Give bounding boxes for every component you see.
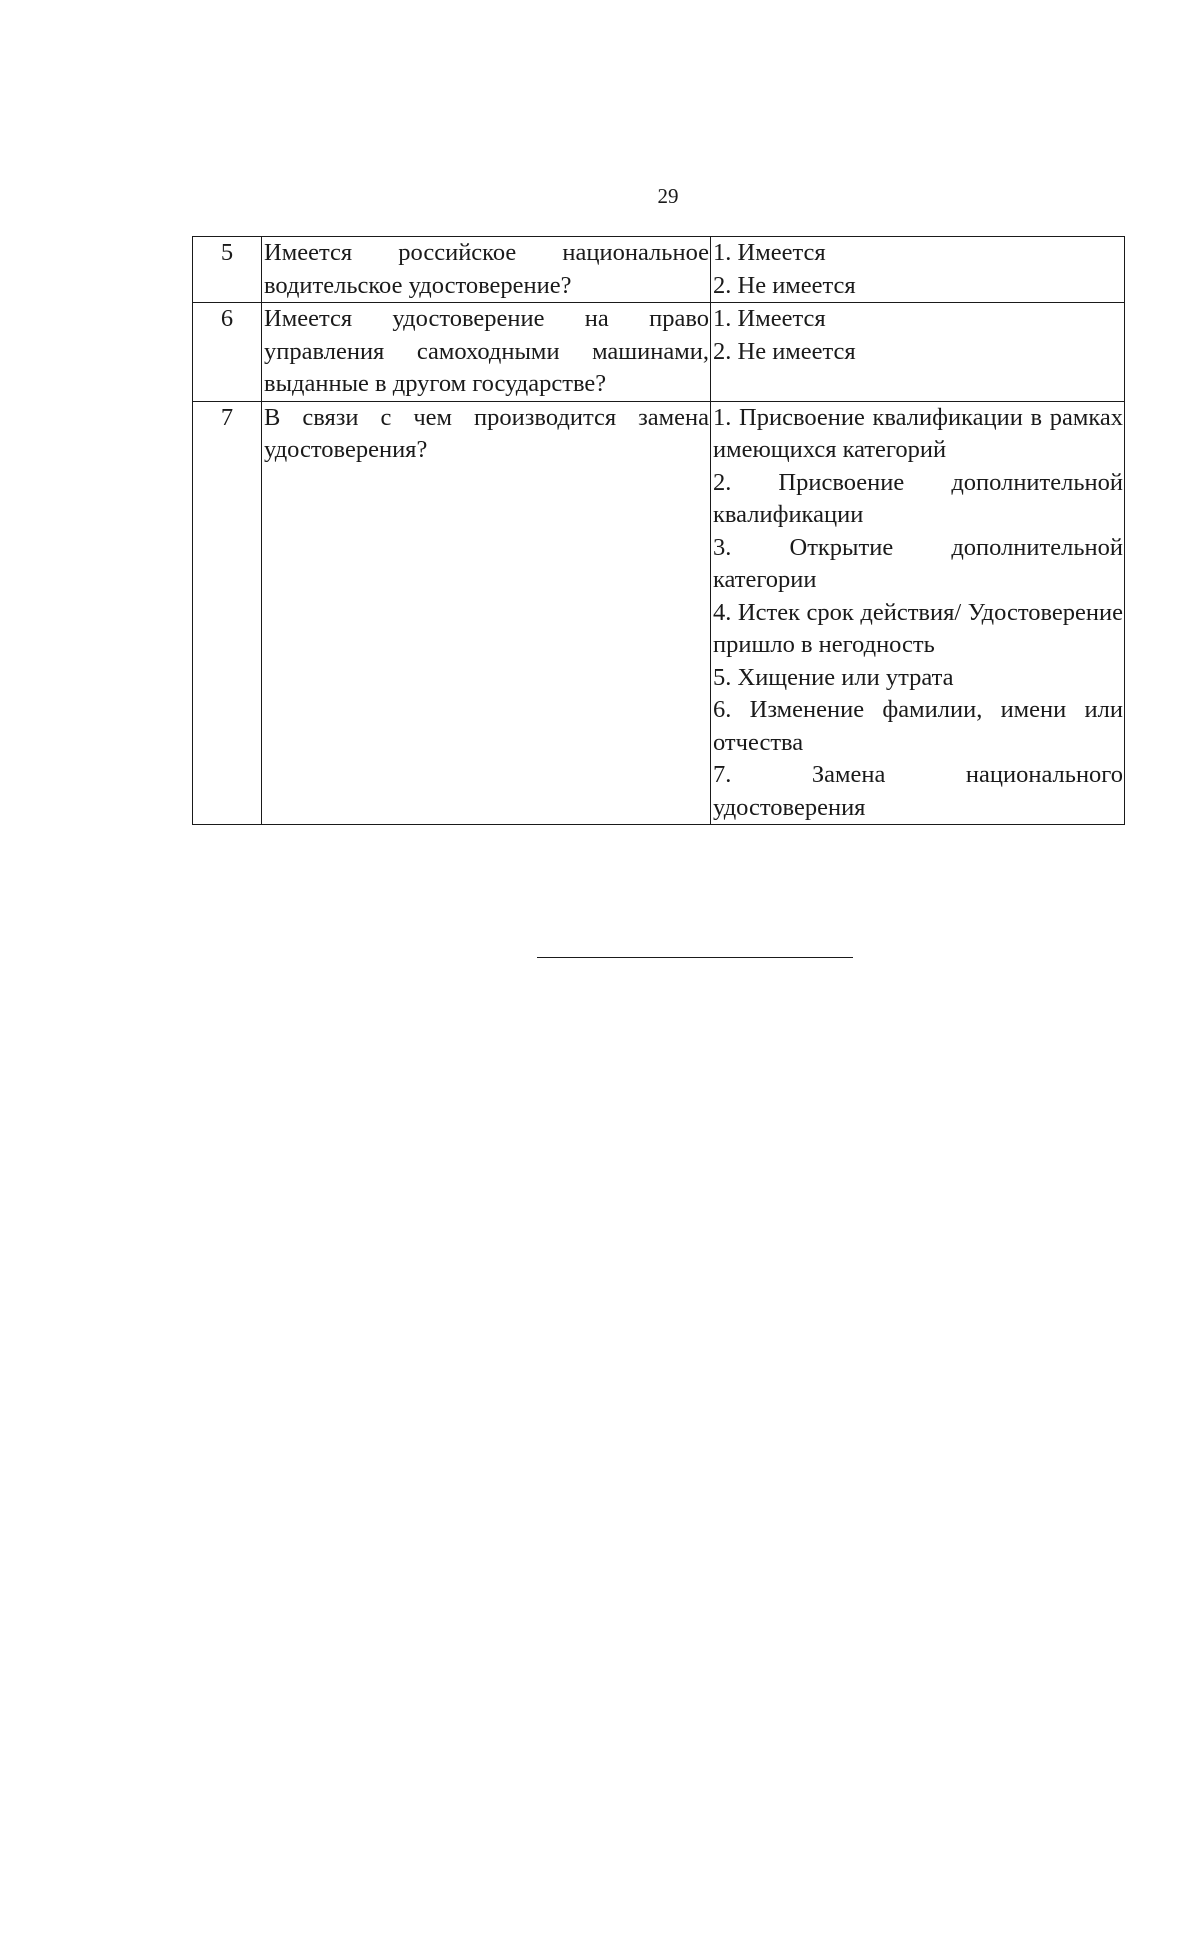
answer-option: 6. Изменение фамилии, имени или отчества [713, 696, 1123, 756]
table-row [193, 237, 1125, 303]
row-number: 7 [193, 401, 262, 825]
answer-option: 7. Замена национального удостоверения [713, 761, 1123, 821]
end-separator-line [537, 957, 853, 958]
answers-cell [711, 303, 1125, 402]
answers-cell [711, 401, 1125, 825]
answer-option: 2. Присвоение дополнительной квалификации [713, 468, 1123, 528]
answers-cell [711, 237, 1125, 303]
answer-option: 2. Не имеется [713, 271, 856, 299]
question-cell: Имеется удостоверение на право управления самоходными машинами, выданные в другом государстве? [262, 303, 711, 402]
answer-option: 4. Истек срок действия/ Удостоверение пришло в негодность [713, 598, 1123, 658]
answer-option: 1. Имеется [713, 305, 826, 332]
table-row [193, 401, 1125, 825]
question-cell: В связи с чем производится замена удостоверения? [262, 401, 711, 825]
answer-option: 1. Присвоение квалификации в рамках имеющихся категорий [713, 403, 1123, 463]
answer-option: 5. Хищение или утрата [713, 663, 954, 691]
table-row [193, 303, 1125, 402]
answer-option: 1. Имеется [713, 239, 826, 266]
answer-option: 2. Не имеется [713, 337, 856, 365]
question-cell: Имеется российское национальное водительское удостоверение? [262, 237, 711, 303]
page-number: 29 [657, 184, 679, 208]
questionnaire-table [192, 236, 1125, 825]
answer-option: 3. Открытие дополнительной категории [713, 533, 1123, 593]
row-number: 6 [193, 303, 262, 402]
row-number: 5 [193, 237, 262, 303]
